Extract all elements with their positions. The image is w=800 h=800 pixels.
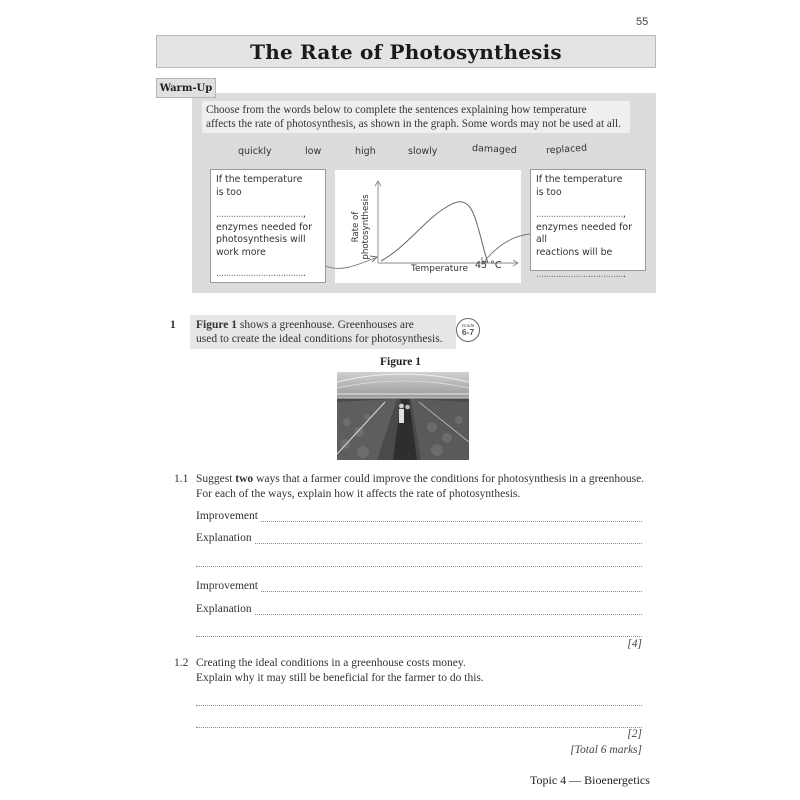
marks-part-1-2: [2] [627, 728, 642, 740]
connector-arrows-icon [320, 230, 550, 275]
page-number: 55 [636, 16, 649, 28]
box-text: is too [216, 186, 242, 198]
box-text: work more [216, 246, 266, 258]
box-text: enzymes needed for all [536, 221, 632, 245]
box-text: photosynthesis will [216, 234, 306, 245]
question-intro: Figure 1 shows a greenhouse. Greenhouses are used to create the ideal conditions for photosynthesis. [190, 315, 456, 349]
box-text: enzymes needed for [216, 221, 312, 233]
y-axis-label: Rate of photosynthesis [351, 194, 371, 260]
answer-blank[interactable]: ................................... , [216, 209, 306, 220]
box-text: reactions will be [536, 246, 613, 258]
page-title-bar [156, 35, 656, 68]
answer-line-improvement-1[interactable]: Improvement [196, 510, 642, 522]
greenhouse-image-icon [337, 372, 469, 460]
answer-line-explanation-2-cont[interactable] [196, 625, 642, 637]
box-text: If the temperature [536, 174, 623, 185]
answer-blank[interactable]: ................................... , [536, 209, 626, 220]
answer-line-explanation-2[interactable]: Explanation [196, 603, 642, 615]
answer-line-explanation-1-cont[interactable] [196, 555, 642, 567]
box-text: If the temperature [216, 174, 303, 185]
fill-box-low-temperature [210, 169, 326, 283]
warmup-tab: Warm-Up [156, 78, 216, 98]
page-title: The Rate of Photosynthesis [250, 39, 562, 64]
fill-box-high-temperature [530, 169, 646, 280]
answer-line-part-1-2[interactable] [196, 694, 642, 706]
answer-line-explanation-1[interactable]: Explanation [196, 532, 642, 544]
word-bank-item: low [305, 146, 322, 157]
figure-caption: Figure 1 [380, 356, 421, 368]
part-1-1-prompt: Suggest two ways that a farmer could improve the conditions for photosynthesis in a greenhouse. For each of the ways, explain how it affects the rate of photosynthesis. [196, 473, 645, 500]
x-axis-marker: 45 °C [475, 260, 502, 271]
x-axis-label: Temperature [411, 264, 469, 274]
topic-footer: Topic 4 — Bioenergetics [530, 773, 650, 787]
word-bank-item: quickly [238, 146, 272, 157]
part-1-2-prompt: Creating the ideal conditions in a greenhouse costs money. Explain why it may still be beneficial for the farmer to do this. [196, 657, 484, 684]
answer-blank[interactable]: ................................... . [536, 269, 626, 280]
box-text: is too [536, 186, 562, 198]
word-bank-item: slowly [408, 146, 438, 157]
answer-line-part-1-2[interactable] [196, 716, 642, 728]
answer-blank[interactable]: ................................... . [216, 268, 306, 279]
warmup-instruction [202, 101, 630, 133]
total-marks: [Total 6 marks] [570, 744, 642, 756]
question-number: 1 [170, 319, 176, 331]
answer-line-improvement-2[interactable]: Improvement [196, 580, 642, 592]
part-number: 1.1 [174, 473, 189, 485]
word-bank-item: replaced [545, 142, 588, 157]
word-bank-item: high [355, 146, 376, 157]
marks-part-1-1: [4] [627, 638, 642, 650]
word-bank-item: damaged [471, 142, 518, 157]
instruction-line: Choose from the words below to complete the sentences explaining how temperature [206, 104, 587, 116]
part-number: 1.2 [174, 657, 189, 669]
instruction-line: affects the rate of photosynthesis, as shown in the graph. Some words may not be used at all. [206, 118, 621, 130]
greenhouse-photo [337, 372, 469, 460]
grade-badge: Grade 6-7 [456, 318, 480, 342]
